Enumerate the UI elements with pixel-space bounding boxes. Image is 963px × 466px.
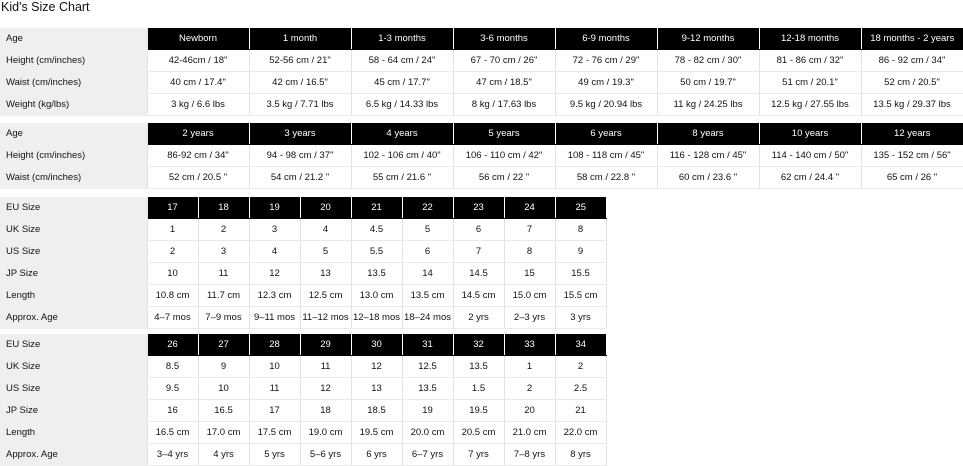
table-cell: 12.5 kg / 27.55 lbs [759, 94, 861, 116]
table-cell: 6–7 yrs [402, 444, 453, 466]
column-header: Newborn [147, 28, 249, 50]
table-cell: 13 [351, 378, 402, 400]
row-label: JP Size [0, 263, 147, 285]
table-cell: 72 - 76 cm / 29" [555, 50, 657, 72]
row-label: US Size [0, 378, 147, 400]
table-cell: 7–9 mos [198, 307, 249, 329]
table-cell: 78 - 82 cm / 30" [657, 50, 759, 72]
table-cell: 11–12 mos [300, 307, 351, 329]
table-cell: 13.5 [453, 356, 504, 378]
column-header: 34 [555, 334, 606, 356]
table-cell: 13.5 [351, 263, 402, 285]
table-cell: 7 yrs [453, 444, 504, 466]
size-table-4 [0, 334, 607, 466]
table-cell: 47 cm / 18.5" [453, 72, 555, 94]
table-cell: 16.5 [198, 400, 249, 422]
table-cell: 7 [504, 219, 555, 241]
table-cell: 13 [300, 263, 351, 285]
size-table-1 [0, 28, 963, 116]
table-cell: 62 cm / 24.4 " [759, 167, 861, 189]
table-cell: 56 cm / 22 " [453, 167, 555, 189]
table-cell: 7–8 yrs [504, 444, 555, 466]
header-row [0, 197, 606, 219]
column-header: 23 [453, 197, 504, 219]
table-cell: 4 [249, 241, 300, 263]
table-cell: 1.5 [453, 378, 504, 400]
table-cell: 6 yrs [351, 444, 402, 466]
table-cell: 106 - 110 cm / 42" [453, 145, 555, 167]
column-header: 5 years [453, 123, 555, 145]
table-cell: 9 [555, 241, 606, 263]
table-cell: 15.0 cm [504, 285, 555, 307]
column-header: 26 [147, 334, 198, 356]
row-label: Approx. Age [0, 307, 147, 329]
row-label: Approx. Age [0, 444, 147, 466]
size-table-2 [0, 123, 963, 189]
table-cell: 65 cm / 26 " [861, 167, 963, 189]
table-cell: 8.5 [147, 356, 198, 378]
table-cell: 12 [249, 263, 300, 285]
table-cell: 52-56 cm / 21" [249, 50, 351, 72]
row-label: Height (cm/inches) [0, 50, 147, 72]
table-cell: 86-92 cm / 34" [147, 145, 249, 167]
column-header: 8 years [657, 123, 759, 145]
table-cell: 8 [504, 241, 555, 263]
table-cell: 13.5 [402, 378, 453, 400]
table-cell: 19.5 [453, 400, 504, 422]
table-cell: 12.5 [402, 356, 453, 378]
column-header: 12 years [861, 123, 963, 145]
column-header: 1-3 months [351, 28, 453, 50]
table-cell: 3 [249, 219, 300, 241]
table-cell: 22.0 cm [555, 422, 606, 444]
table-cell: 10 [249, 356, 300, 378]
table-cell: 94 - 98 cm / 37" [249, 145, 351, 167]
table-cell: 11.7 cm [198, 285, 249, 307]
table-cell: 20.0 cm [402, 422, 453, 444]
header-label: Age [0, 28, 147, 50]
table-cell: 3.5 kg / 7.71 lbs [249, 94, 351, 116]
column-header: 12-18 months [759, 28, 861, 50]
header-label: EU Size [0, 334, 147, 356]
table-cell: 50 cm / 19.7" [657, 72, 759, 94]
column-header: 29 [300, 334, 351, 356]
column-header: 6-9 months [555, 28, 657, 50]
table-cell: 10 [147, 263, 198, 285]
table-cell: 55 cm / 21.6 " [351, 167, 453, 189]
table-row [0, 72, 963, 94]
table-cell: 21 [555, 400, 606, 422]
table-cell: 6.5 kg / 14.33 lbs [351, 94, 453, 116]
table-cell: 11 [249, 378, 300, 400]
table-cell: 17.0 cm [198, 422, 249, 444]
table-cell: 3 yrs [555, 307, 606, 329]
table-cell: 9.5 kg / 20.94 lbs [555, 94, 657, 116]
table-cell: 5 yrs [249, 444, 300, 466]
row-label: JP Size [0, 400, 147, 422]
column-header: 33 [504, 334, 555, 356]
table-cell: 45 cm / 17.7" [351, 72, 453, 94]
table-cell: 51 cm / 20.1" [759, 72, 861, 94]
table-cell: 42 cm / 16.5" [249, 72, 351, 94]
table-cell: 12–18 mos [351, 307, 402, 329]
row-label: Weight (kg/lbs) [0, 94, 147, 116]
table-cell: 15 [504, 263, 555, 285]
table-cell: 6 [402, 241, 453, 263]
table-cell: 8 yrs [555, 444, 606, 466]
table-cell: 12.3 cm [249, 285, 300, 307]
header-row [0, 334, 606, 356]
table-row [0, 307, 606, 329]
row-label: UK Size [0, 356, 147, 378]
table-cell: 8 [555, 219, 606, 241]
table-cell: 17.5 cm [249, 422, 300, 444]
table-row [0, 378, 606, 400]
column-header: 2 years [147, 123, 249, 145]
header-row [0, 123, 963, 145]
table-cell: 40 cm / 17.4" [147, 72, 249, 94]
table-cell: 60 cm / 23.6 " [657, 167, 759, 189]
table-cell: 14.5 [453, 263, 504, 285]
table-cell: 5.5 [351, 241, 402, 263]
table-row [0, 285, 606, 307]
table-cell: 11 kg / 24.25 lbs [657, 94, 759, 116]
column-header: 17 [147, 197, 198, 219]
table-row [0, 263, 606, 285]
column-header: 20 [300, 197, 351, 219]
table-cell: 11 [300, 356, 351, 378]
header-label: EU Size [0, 197, 147, 219]
column-header: 32 [453, 334, 504, 356]
table-cell: 81 - 86 cm / 32" [759, 50, 861, 72]
table-cell: 18 [300, 400, 351, 422]
table-cell: 2–3 yrs [504, 307, 555, 329]
table-cell: 10 [198, 378, 249, 400]
table-row [0, 219, 606, 241]
table-cell: 52 cm / 20.5 " [147, 167, 249, 189]
table-row [0, 400, 606, 422]
table-cell: 49 cm / 19.3" [555, 72, 657, 94]
column-header: 4 years [351, 123, 453, 145]
table-cell: 102 - 106 cm / 40" [351, 145, 453, 167]
header-row [0, 28, 963, 50]
table-cell: 2 [504, 378, 555, 400]
table-cell: 13.5 kg / 29.37 lbs [861, 94, 963, 116]
table-cell: 2 [147, 241, 198, 263]
table-row [0, 167, 963, 189]
table-cell: 42-46cm / 18" [147, 50, 249, 72]
table-cell: 2.5 [555, 378, 606, 400]
table-cell: 21.0 cm [504, 422, 555, 444]
table-row [0, 94, 963, 116]
table-cell: 13.0 cm [351, 285, 402, 307]
table-row [0, 422, 606, 444]
column-header: 3 years [249, 123, 351, 145]
header-label: Age [0, 123, 147, 145]
row-label: US Size [0, 241, 147, 263]
table-cell: 7 [453, 241, 504, 263]
table-cell: 4.5 [351, 219, 402, 241]
row-label: Length [0, 285, 147, 307]
table-cell: 67 - 70 cm / 26" [453, 50, 555, 72]
table-cell: 14.5 cm [453, 285, 504, 307]
table-row [0, 241, 606, 263]
table-cell: 15.5 [555, 263, 606, 285]
row-label: Waist (cm/inches) [0, 72, 147, 94]
table-cell: 3–4 yrs [147, 444, 198, 466]
table-row [0, 444, 606, 466]
table-cell: 18–24 mos [402, 307, 453, 329]
table-cell: 2 yrs [453, 307, 504, 329]
row-label: UK Size [0, 219, 147, 241]
column-header: 10 years [759, 123, 861, 145]
table-cell: 15.5 cm [555, 285, 606, 307]
table-cell: 52 cm / 20.5" [861, 72, 963, 94]
table-cell: 3 kg / 6.6 lbs [147, 94, 249, 116]
table-cell: 16 [147, 400, 198, 422]
column-header: 9-12 months [657, 28, 759, 50]
table-cell: 2 [555, 356, 606, 378]
table-cell: 11 [198, 263, 249, 285]
column-header: 6 years [555, 123, 657, 145]
column-header: 19 [249, 197, 300, 219]
table-cell: 6 [453, 219, 504, 241]
table-cell: 135 - 152 cm / 56" [861, 145, 963, 167]
column-header: 1 month [249, 28, 351, 50]
column-header: 24 [504, 197, 555, 219]
column-header: 25 [555, 197, 606, 219]
column-header: 28 [249, 334, 300, 356]
table-cell: 5 [402, 219, 453, 241]
table-row [0, 145, 963, 167]
row-label: Height (cm/inches) [0, 145, 147, 167]
row-label: Length [0, 422, 147, 444]
column-header: 18 months - 2 years [861, 28, 963, 50]
table-cell: 19.5 cm [351, 422, 402, 444]
table-cell: 12.5 cm [300, 285, 351, 307]
column-header: 18 [198, 197, 249, 219]
table-cell: 19 [402, 400, 453, 422]
table-cell: 12 [300, 378, 351, 400]
table-cell: 8 kg / 17.63 lbs [453, 94, 555, 116]
table-cell: 4 yrs [198, 444, 249, 466]
table-cell: 14 [402, 263, 453, 285]
table-cell: 17 [249, 400, 300, 422]
table-cell: 108 - 118 cm / 45" [555, 145, 657, 167]
table-cell: 3 [198, 241, 249, 263]
table-cell: 10.8 cm [147, 285, 198, 307]
table-cell: 9 [198, 356, 249, 378]
table-cell: 20.5 cm [453, 422, 504, 444]
column-header: 27 [198, 334, 249, 356]
table-cell: 116 - 128 cm / 45" [657, 145, 759, 167]
table-cell: 19.0 cm [300, 422, 351, 444]
table-cell: 58 - 64 cm / 24" [351, 50, 453, 72]
table-cell: 18.5 [351, 400, 402, 422]
column-header: 30 [351, 334, 402, 356]
table-cell: 16.5 cm [147, 422, 198, 444]
table-cell: 54 cm / 21.2 " [249, 167, 351, 189]
size-table-3 [0, 197, 607, 329]
table-cell: 86 - 92 cm / 34" [861, 50, 963, 72]
table-cell: 20 [504, 400, 555, 422]
table-cell: 114 - 140 cm / 50" [759, 145, 861, 167]
column-header: 22 [402, 197, 453, 219]
table-cell: 13.5 cm [402, 285, 453, 307]
table-cell: 2 [198, 219, 249, 241]
page-title: Kid's Size Chart [1, 0, 90, 14]
table-cell: 4 [300, 219, 351, 241]
table-cell: 1 [504, 356, 555, 378]
table-row [0, 356, 606, 378]
table-cell: 12 [351, 356, 402, 378]
row-label: Waist (cm/inches) [0, 167, 147, 189]
table-cell: 4–7 mos [147, 307, 198, 329]
table-row [0, 50, 963, 72]
table-cell: 1 [147, 219, 198, 241]
table-cell: 58 cm / 22.8 " [555, 167, 657, 189]
column-header: 31 [402, 334, 453, 356]
table-cell: 9.5 [147, 378, 198, 400]
column-header: 3-6 months [453, 28, 555, 50]
table-cell: 5 [300, 241, 351, 263]
column-header: 21 [351, 197, 402, 219]
table-cell: 5–6 yrs [300, 444, 351, 466]
table-cell: 9–11 mos [249, 307, 300, 329]
